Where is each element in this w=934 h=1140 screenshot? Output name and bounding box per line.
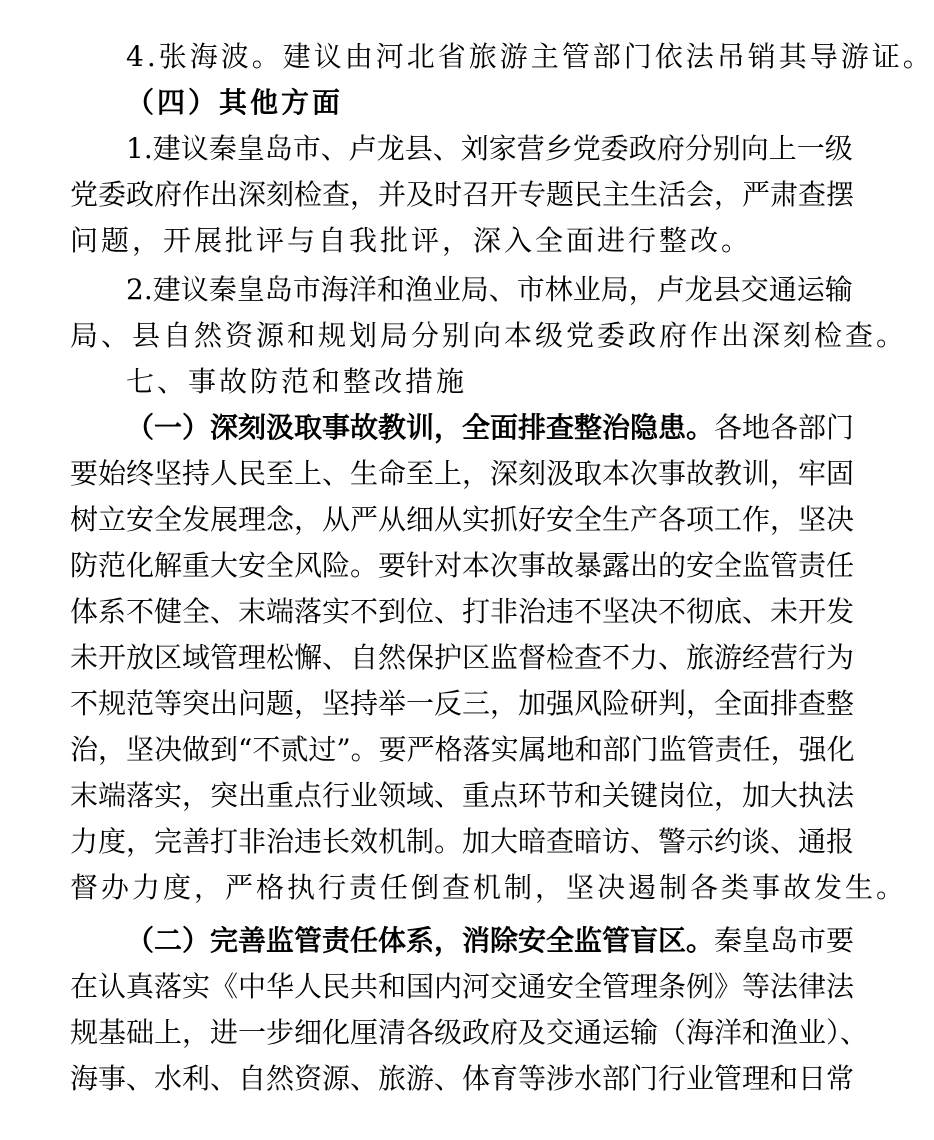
body-text: 各地各部门 xyxy=(714,411,855,444)
body-text: 在认真落实《中华人民共和国内河交通安全管理条例》等法律法 xyxy=(70,970,855,1003)
body-text: 2.建议秦皇岛市海洋和渔业局、市林业局，卢龙县交通运输 xyxy=(126,273,853,306)
body-text: 防范化解重大安全风险。要针对本次事故暴露出的安全监管责任 xyxy=(70,549,855,582)
bold-heading-text: （二）完善监管责任体系，消除安全监管盲区。 xyxy=(126,924,715,957)
text-line xyxy=(70,635,855,681)
text-line xyxy=(70,1056,855,1102)
document-page xyxy=(70,34,934,1102)
body-text: 秦皇岛市要 xyxy=(714,924,855,957)
body-text: 体系不健全、末端落实不到位、打非治违不坚决不彻底、未开发 xyxy=(70,595,855,628)
text-line xyxy=(70,1010,869,1056)
text-line xyxy=(70,359,816,405)
body-text: 治，坚决做到“不贰过”。要严格落实属地和部门监管责任，强化 xyxy=(70,733,855,766)
body-text: 海事、水利、自然资源、旅游、体育等涉水部门行业管理和日常 xyxy=(70,1062,855,1095)
body-text: 未开放区域管理松懈、自然保护区监督检查不力、旅游经营行为 xyxy=(70,641,855,674)
text-line xyxy=(70,543,855,589)
text-line xyxy=(70,172,855,218)
body-text: 七、事故防范和整改措施 xyxy=(126,365,468,398)
text-line xyxy=(70,451,855,497)
bold-heading-text: （四）其他方面 xyxy=(126,86,344,119)
text-line xyxy=(70,218,816,264)
text-line xyxy=(70,964,855,1010)
text-line xyxy=(70,773,855,819)
text-line xyxy=(70,497,855,543)
text-line xyxy=(70,918,855,964)
body-text: 问题，开展批评与自我批评，深入全面进行整改。 xyxy=(70,224,753,257)
text-line xyxy=(70,313,908,359)
text-line xyxy=(70,405,855,451)
text-line xyxy=(70,865,908,911)
text-line xyxy=(70,727,855,773)
body-text: 党委政府作出深刻检查，并及时召开专题民主生活会，严肃查摆 xyxy=(70,178,855,211)
body-text: 要始终坚持人民至上、生命至上，深刻汲取本次事故教训，牢固 xyxy=(70,457,855,490)
body-text: 督办力度，严格执行责任倒查机制，坚决遏制各类事故发生。 xyxy=(70,871,908,904)
body-text: 末端落实，突出重点行业领域、重点环节和关键岗位，加大执法 xyxy=(70,779,855,812)
text-line xyxy=(70,34,934,80)
bold-heading-text: （一）深刻汲取事故教训，全面排查整治隐患。 xyxy=(126,411,715,444)
body-text: 不规范等突出问题，坚持举一反三，加强风险研判，全面排查整 xyxy=(70,687,855,720)
body-text: 树立安全发展理念，从严从细从实抓好安全生产各项工作，坚决 xyxy=(70,503,855,536)
text-line xyxy=(70,80,816,126)
text-line xyxy=(70,267,853,313)
body-text: 力度，完善打非治违长效机制。加大暗查暗访、警示约谈、通报 xyxy=(70,825,855,858)
text-line xyxy=(70,126,853,172)
body-text: 规基础上，进一步细化厘清各级政府及交通运输（海洋和渔业）、 xyxy=(70,1016,869,1049)
text-line xyxy=(70,681,855,727)
body-text: 4.张海波。建议由河北省旅游主管部门依法吊销其导游证。 xyxy=(126,40,934,73)
text-line xyxy=(70,589,855,635)
text-line xyxy=(70,819,855,865)
body-text: 1.建议秦皇岛市、卢龙县、刘家营乡党委政府分别向上一级 xyxy=(126,132,853,165)
body-text: 局、县自然资源和规划局分别向本级党委政府作出深刻检查。 xyxy=(70,319,908,352)
